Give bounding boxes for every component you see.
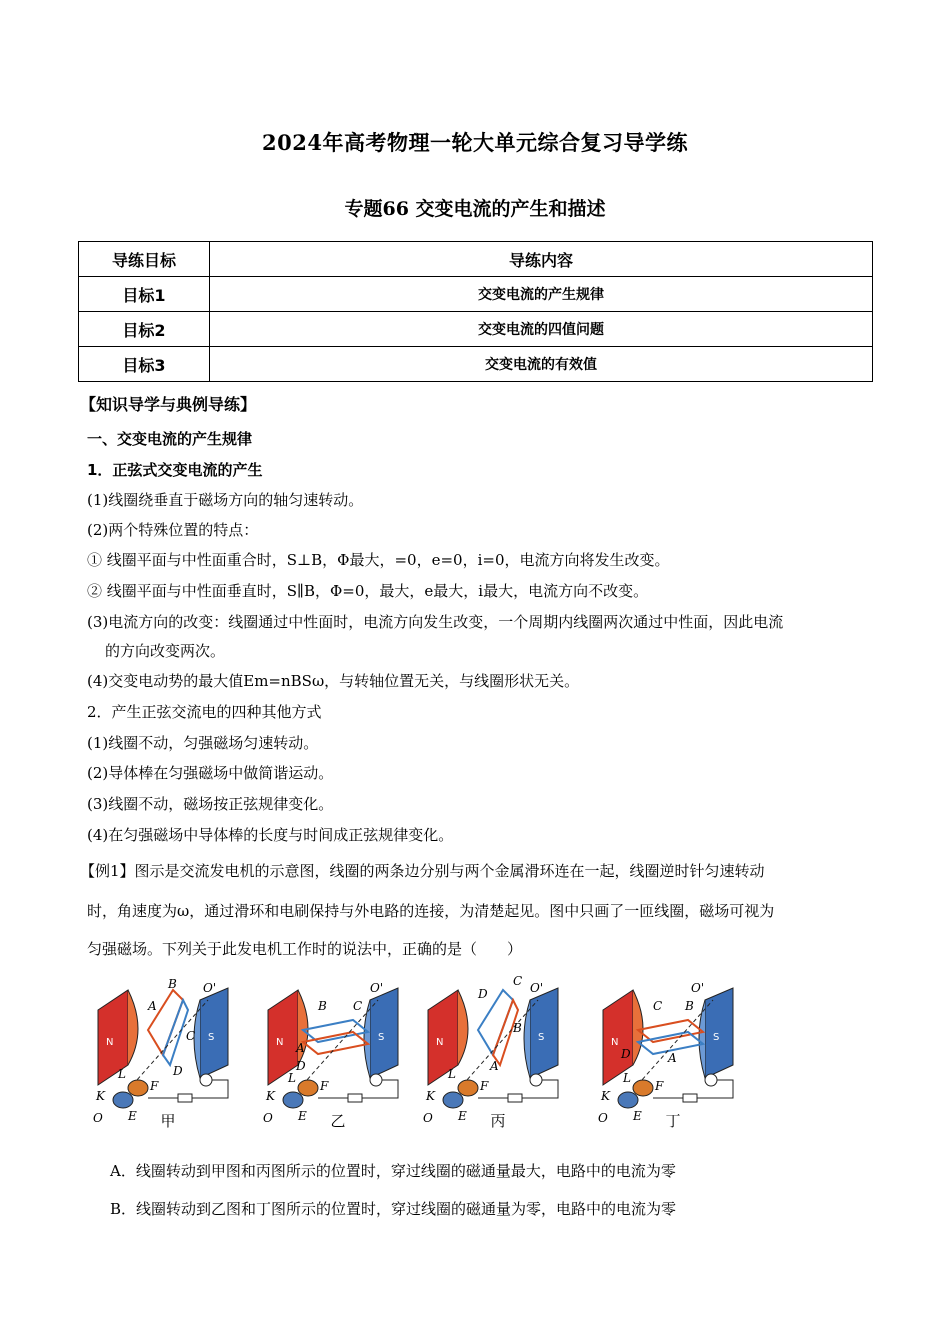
table-cell-goal: 目标2 [79, 312, 210, 347]
figure-caption: 乙 [330, 1112, 346, 1130]
paragraph: (3)电流方向的改变：线圈通过中性面时，电流方向发生改变，一个周期内线圈两次通过中性面，因此电流 [87, 613, 784, 631]
point-label: L [448, 1067, 456, 1081]
figure-jia [88, 970, 248, 1135]
magnet-n-label: N [436, 1037, 444, 1048]
table-header-content: 导练内容 [210, 242, 873, 277]
option-b[interactable]: B．线圈转动到乙图和丁图所示的位置时，穿过线圈的磁通量为零，电路中的电流为零 [110, 1200, 677, 1218]
point-label: D [478, 987, 488, 1001]
point-label: D [173, 1064, 183, 1078]
magnet-n-label: N [276, 1037, 284, 1048]
point-label: E [458, 1109, 467, 1123]
point-label: K [266, 1089, 275, 1103]
paragraph: (3)线圈不动，磁场按正弦规律变化。 [87, 795, 334, 813]
goal-table [78, 241, 873, 382]
paragraph: 的方向改变两次。 [105, 642, 226, 660]
section-header: 【知识导学与典例导练】 [80, 395, 257, 414]
magnet-n-label: N [106, 1037, 114, 1048]
paragraph: (1)线圈绕垂直于磁场方向的轴匀速转动。 [87, 491, 364, 509]
point-label: K [96, 1089, 105, 1103]
example-text: 匀强磁场。下列关于此发电机工作时的说法中，正确的是（ ） [87, 940, 523, 958]
point-label: O' [691, 981, 705, 995]
magnet-s-label: S [208, 1032, 215, 1043]
paragraph: ① 线圈平面与中性面重合时，S⊥B，Φ最大，=0，e=0，i=0，电流方向将发生改变。 [87, 551, 670, 569]
figure-caption: 丙 [490, 1112, 506, 1130]
point-label: L [118, 1067, 126, 1081]
table-cell-goal: 目标3 [79, 347, 210, 382]
point-label: E [128, 1109, 137, 1123]
table-header-row [79, 242, 873, 277]
page-subtitle: 专题66 交变电流的产生和描述 [344, 198, 606, 220]
magnet-n-label: N [611, 1037, 619, 1048]
point-label: K [426, 1089, 435, 1103]
table-cell-goal: 目标1 [79, 277, 210, 312]
point-label: C [353, 999, 363, 1013]
point-label: O [598, 1111, 608, 1125]
generator-figures [88, 970, 768, 1135]
point-label: L [623, 1071, 631, 1085]
point-label: E [298, 1109, 307, 1123]
table-cell-content: 交变电流的产生规律 [210, 277, 873, 312]
figure-caption: 甲 [160, 1112, 176, 1130]
table-row [79, 347, 873, 382]
example-text: 时，角速度为ω，通过滑环和电刷保持与外电路的连接，为清楚起见。图中只画了一匝线圈，磁场可视为 [87, 902, 775, 920]
figure-caption: 丁 [665, 1112, 681, 1130]
point-label: A [668, 1051, 677, 1065]
point-label: C [513, 974, 523, 988]
point-label: A [148, 999, 157, 1013]
point-label: F [320, 1079, 329, 1093]
point-label: A [490, 1059, 499, 1073]
point-label: B [685, 999, 694, 1013]
magnet-s-label: S [538, 1032, 545, 1043]
point-label: O' [203, 981, 217, 995]
paragraph: (4)交变电动势的最大值Em=nBSω，与转轴位置无关，与线圈形状无关。 [87, 672, 580, 690]
table-row [79, 312, 873, 347]
figure-yi [258, 970, 418, 1135]
point-label: E [633, 1109, 642, 1123]
paragraph: (1)线圈不动，匀强磁场匀速转动。 [87, 734, 319, 752]
figure-ding [593, 970, 753, 1135]
option-a[interactable]: A．线圈转动到甲图和丙图所示的位置时，穿过线圈的磁通量最大，电路中的电流为零 [110, 1162, 676, 1180]
point-label: O [423, 1111, 433, 1125]
point-label: L [288, 1071, 296, 1085]
table-row [79, 277, 873, 312]
paragraph: (2)两个特殊位置的特点： [87, 521, 259, 539]
point-label: O [93, 1111, 103, 1125]
table-header-goal: 导练目标 [79, 242, 210, 277]
page-title: 2024年高考物理一轮大单元综合复习导学练 [262, 130, 688, 155]
point-label: A [296, 1041, 305, 1055]
point-label: F [655, 1079, 664, 1093]
table-cell-content: 交变电流的有效值 [210, 347, 873, 382]
point-label: D [296, 1059, 306, 1073]
point-label: B [513, 1021, 522, 1035]
point-label: O' [370, 981, 384, 995]
point-label: B [168, 977, 177, 991]
paragraph: (4)在匀强磁场中导体棒的长度与时间成正弦规律变化。 [87, 826, 454, 844]
paragraph: (2)导体棒在匀强磁场中做简谐运动。 [87, 764, 334, 782]
point-label: F [480, 1079, 489, 1093]
point-label: C [653, 999, 663, 1013]
point-label: D [621, 1047, 631, 1061]
point-label: O' [530, 981, 544, 995]
point-label: F [150, 1079, 159, 1093]
subsection-heading: 1．正弦式交变电流的产生 [87, 461, 263, 479]
paragraph: ② 线圈平面与中性面垂直时，S∥B，Φ=0，最大，e最大，i最大，电流方向不改变。 [87, 582, 649, 600]
magnet-s-label: S [378, 1032, 385, 1043]
figure-bing [418, 970, 578, 1135]
point-label: B [318, 999, 327, 1013]
subsection-heading: 2．产生正弦交流电的四种其他方式 [87, 703, 322, 721]
point-label: K [601, 1089, 610, 1103]
table-cell-content: 交变电流的四值问题 [210, 312, 873, 347]
section-heading: 一、交变电流的产生规律 [87, 430, 253, 448]
point-label: O [263, 1111, 273, 1125]
point-label: C [186, 1029, 196, 1043]
magnet-s-label: S [713, 1032, 720, 1043]
example-text: 【例1】图示是交流发电机的示意图，线圈的两条边分别与两个金属滑环连在一起，线圈逆时针匀速转动 [80, 862, 765, 880]
